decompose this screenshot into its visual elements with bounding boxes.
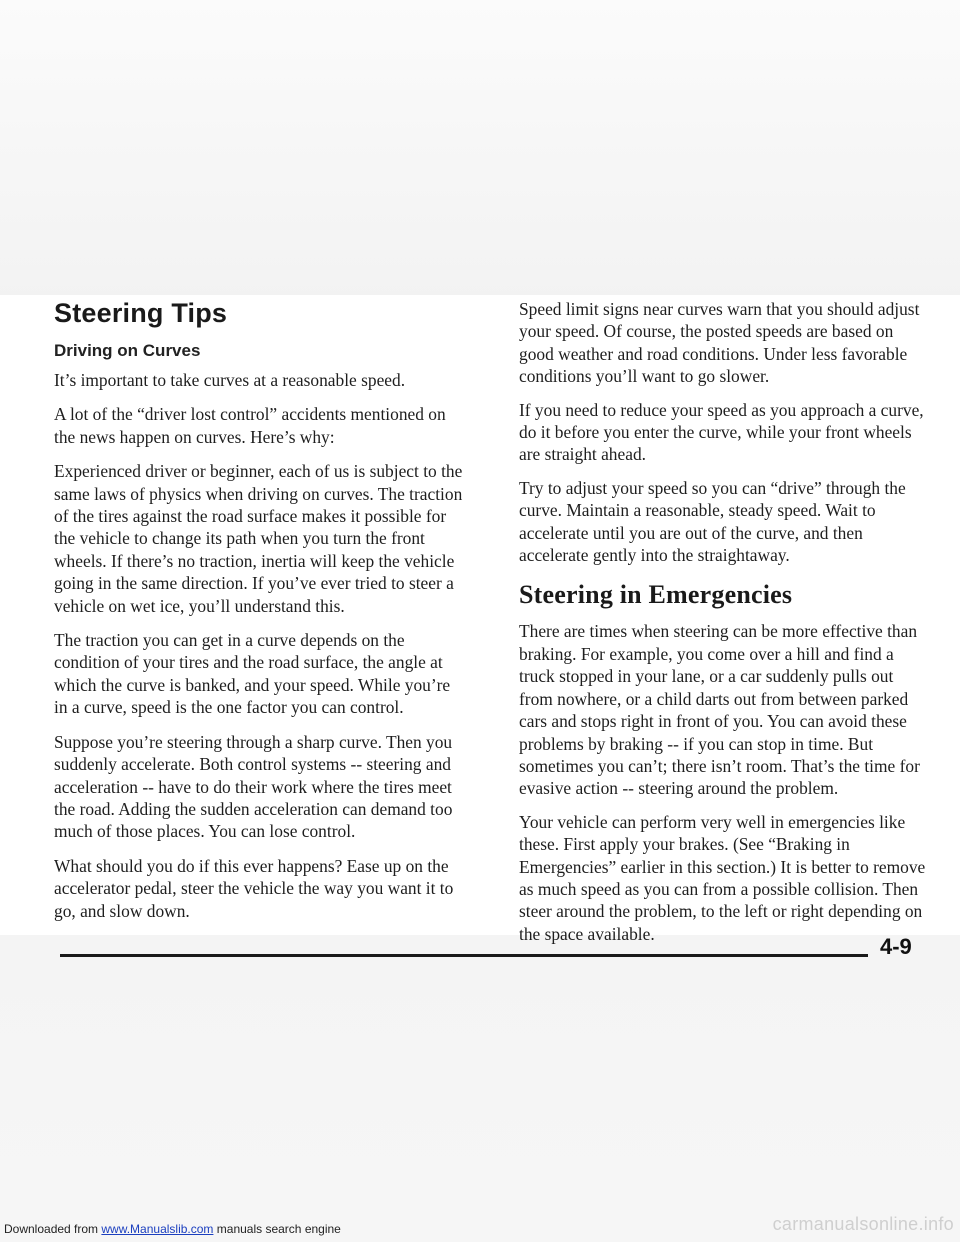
section-title-steering-tips: Steering Tips	[54, 298, 228, 328]
right-column	[519, 298, 929, 956]
paragraph: Experienced driver or beginner, each of us is subject to the same laws of physics when driving on curves. The traction of the tires against the road surface makes it possible for the vehicle to change its path when you turn the front wheels. If there’s no traction, inertia will keep the vehicle going in the same direction. If you’ve ever tried to steer a vehicle on wet ice, you’ll understand this.	[54, 461, 463, 616]
paragraph: Suppose you’re steering through a sharp curve. Then you suddenly accelerate. Both control systems -- steering and acceleration -- have to do their work where the tires meet the road. Adding the sudden acceleration can demand too much of those places. You can lose control.	[54, 731, 453, 842]
page-number: 4-9	[880, 934, 912, 959]
paragraph: It’s important to take curves at a reasonable speed.	[54, 370, 406, 390]
paragraph: The traction you can get in a curve depends on the condition of your tires and the road surface, the angle at which the curve is banked, and your speed. While you’re in a curve, speed is the one factor you can control.	[54, 630, 451, 718]
watermark-text: carmanualsonline.info	[772, 1214, 954, 1234]
subsection-title-driving-on-curves: Driving on Curves	[54, 341, 201, 360]
banner-prefix: Downloaded from	[4, 1222, 102, 1236]
banner-suffix: manuals search engine	[213, 1222, 341, 1236]
page-top-margin	[0, 0, 960, 310]
section-title-steering-in-emergencies: Steering in Emergencies	[519, 580, 793, 610]
download-banner	[4, 1222, 341, 1236]
paragraph: Speed limit signs near curves warn that you should adjust your speed. Of course, the posted speeds are based on good weather and road conditions. Under less favorable conditions you’ll want to go slower.	[519, 299, 920, 387]
left-column	[54, 298, 464, 934]
paragraph: A lot of the “driver lost control” accidents mentioned on the news happen on curves. Here’s why:	[54, 404, 446, 447]
manualslib-link[interactable]: www.Manualslib.com	[101, 1222, 214, 1236]
paragraph: If you need to reduce your speed as you approach a curve, do it before you enter the curve, while your front wheels are straight ahead.	[519, 399, 924, 465]
paragraph: There are times when steering can be more effective than braking. For example, you come over a hill and find a truck stopped in your lane, or a car suddenly pulls out from nowhere, or a child darts out from between parked cars and stops right in front of you. You can avoid these problems by braking -- if you can stop in time. But sometimes you can’t; there isn’t room. That’s the time for evasive action -- steering around the problem.	[519, 621, 920, 799]
paragraph: What should you do if this ever happens? Ease up on the accelerator pedal, steer the vehicle the way you want it to go, and slow down.	[54, 855, 454, 921]
footer-divider	[60, 954, 868, 957]
paragraph: Try to adjust your speed so you can “drive” through the curve. Maintain a reasonable, steady speed. Wait to accelerate until you are out of the curve, and then accelerate gently into the straightaway.	[519, 477, 906, 566]
paragraph: Your vehicle can perform very well in emergencies like these. First apply your brakes. (See “Braking in Emergencies” earlier in this section.) It is better to remove as much speed as you can from a possible collision. Then steer around the problem, to the left or right depending on the space available.	[519, 811, 926, 944]
